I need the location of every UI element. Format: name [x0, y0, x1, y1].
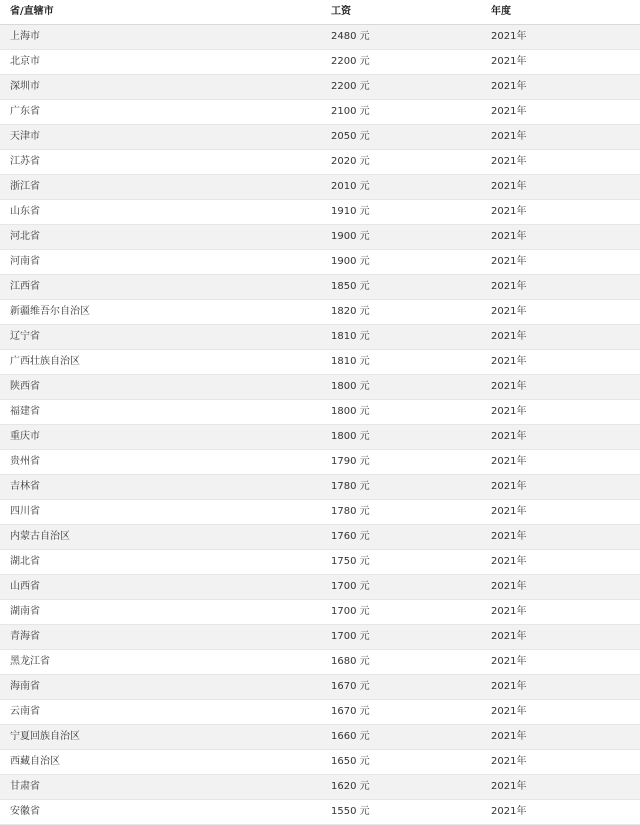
wage-cell: 1750 元 [321, 550, 481, 575]
table-row [0, 600, 640, 625]
table-row [0, 650, 640, 675]
header-row [0, 0, 640, 25]
province-cell: 云南省 [0, 700, 321, 725]
table-body [0, 25, 640, 825]
year-cell: 2021年 [481, 575, 640, 600]
year-cell: 2021年 [481, 450, 640, 475]
table-row [0, 75, 640, 100]
wage-cell: 1800 元 [321, 375, 481, 400]
wage-cell: 2100 元 [321, 100, 481, 125]
province-cell: 甘肃省 [0, 775, 321, 800]
wage-cell: 1780 元 [321, 500, 481, 525]
province-cell: 新疆维吾尔自治区 [0, 300, 321, 325]
year-cell: 2021年 [481, 550, 640, 575]
year-cell: 2021年 [481, 300, 640, 325]
province-cell: 安徽省 [0, 800, 321, 825]
wage-cell: 1680 元 [321, 650, 481, 675]
year-cell: 2021年 [481, 350, 640, 375]
table-row [0, 800, 640, 825]
province-cell: 广西壮族自治区 [0, 350, 321, 375]
table-row [0, 300, 640, 325]
wage-cell: 1900 元 [321, 250, 481, 275]
table-row [0, 450, 640, 475]
wage-cell: 1650 元 [321, 750, 481, 775]
year-cell: 2021年 [481, 175, 640, 200]
table-row [0, 750, 640, 775]
province-cell: 江西省 [0, 275, 321, 300]
year-cell: 2021年 [481, 800, 640, 825]
table-row [0, 550, 640, 575]
year-cell: 2021年 [481, 125, 640, 150]
table-row [0, 100, 640, 125]
wage-cell: 2480 元 [321, 25, 481, 50]
province-cell: 四川省 [0, 500, 321, 525]
province-cell: 内蒙古自治区 [0, 525, 321, 550]
wage-cell: 1810 元 [321, 325, 481, 350]
wage-cell: 1800 元 [321, 425, 481, 450]
year-cell: 2021年 [481, 700, 640, 725]
province-cell: 河北省 [0, 225, 321, 250]
year-cell: 2021年 [481, 775, 640, 800]
wage-cell: 1810 元 [321, 350, 481, 375]
province-cell: 深圳市 [0, 75, 321, 100]
year-cell: 2021年 [481, 50, 640, 75]
table-row [0, 675, 640, 700]
wage-cell: 1700 元 [321, 600, 481, 625]
province-cell: 海南省 [0, 675, 321, 700]
table-row [0, 375, 640, 400]
province-cell: 天津市 [0, 125, 321, 150]
wage-cell: 2020 元 [321, 150, 481, 175]
wage-cell: 1700 元 [321, 625, 481, 650]
table-row [0, 250, 640, 275]
year-cell: 2021年 [481, 600, 640, 625]
table-row [0, 700, 640, 725]
year-cell: 2021年 [481, 500, 640, 525]
wage-cell: 1790 元 [321, 450, 481, 475]
wage-cell: 1900 元 [321, 225, 481, 250]
year-cell: 2021年 [481, 325, 640, 350]
province-cell: 贵州省 [0, 450, 321, 475]
table-header [0, 0, 640, 25]
year-cell: 2021年 [481, 725, 640, 750]
year-cell: 2021年 [481, 250, 640, 275]
province-cell: 湖南省 [0, 600, 321, 625]
wage-cell: 2050 元 [321, 125, 481, 150]
year-cell: 2021年 [481, 275, 640, 300]
province-cell: 北京市 [0, 50, 321, 75]
table-row [0, 175, 640, 200]
table-row [0, 25, 640, 50]
table-row [0, 775, 640, 800]
year-cell: 2021年 [481, 375, 640, 400]
table-row [0, 325, 640, 350]
wage-cell: 1910 元 [321, 200, 481, 225]
wage-cell: 2010 元 [321, 175, 481, 200]
year-cell: 2021年 [481, 425, 640, 450]
wage-cell: 1820 元 [321, 300, 481, 325]
year-cell: 2021年 [481, 475, 640, 500]
province-cell: 陕西省 [0, 375, 321, 400]
header-province: 省/直辖市 [0, 0, 321, 25]
table-row [0, 575, 640, 600]
province-cell: 江苏省 [0, 150, 321, 175]
table-row [0, 525, 640, 550]
table-row [0, 150, 640, 175]
year-cell: 2021年 [481, 200, 640, 225]
table-row [0, 725, 640, 750]
province-cell: 山东省 [0, 200, 321, 225]
province-cell: 西藏自治区 [0, 750, 321, 775]
province-cell: 宁夏回族自治区 [0, 725, 321, 750]
table-row [0, 200, 640, 225]
header-year: 年度 [481, 0, 640, 25]
province-cell: 上海市 [0, 25, 321, 50]
wage-cell: 1800 元 [321, 400, 481, 425]
table-row [0, 350, 640, 375]
province-cell: 湖北省 [0, 550, 321, 575]
year-cell: 2021年 [481, 650, 640, 675]
table-row [0, 50, 640, 75]
province-cell: 浙江省 [0, 175, 321, 200]
year-cell: 2021年 [481, 225, 640, 250]
table-row [0, 125, 640, 150]
year-cell: 2021年 [481, 625, 640, 650]
wage-cell: 1620 元 [321, 775, 481, 800]
wage-cell: 1670 元 [321, 675, 481, 700]
wage-cell: 2200 元 [321, 50, 481, 75]
table-row [0, 225, 640, 250]
province-cell: 重庆市 [0, 425, 321, 450]
province-cell: 山西省 [0, 575, 321, 600]
province-cell: 河南省 [0, 250, 321, 275]
year-cell: 2021年 [481, 675, 640, 700]
table-row [0, 400, 640, 425]
table-row [0, 500, 640, 525]
province-cell: 吉林省 [0, 475, 321, 500]
wage-cell: 1780 元 [321, 475, 481, 500]
province-cell: 青海省 [0, 625, 321, 650]
wage-cell: 1660 元 [321, 725, 481, 750]
table-row [0, 475, 640, 500]
province-cell: 黑龙江省 [0, 650, 321, 675]
province-cell: 辽宁省 [0, 325, 321, 350]
wage-cell: 2200 元 [321, 75, 481, 100]
wage-cell: 1550 元 [321, 800, 481, 825]
year-cell: 2021年 [481, 750, 640, 775]
table-row [0, 625, 640, 650]
wage-cell: 1670 元 [321, 700, 481, 725]
province-cell: 福建省 [0, 400, 321, 425]
province-cell: 广东省 [0, 100, 321, 125]
header-wage: 工资 [321, 0, 481, 25]
year-cell: 2021年 [481, 100, 640, 125]
table-row [0, 275, 640, 300]
year-cell: 2021年 [481, 25, 640, 50]
wage-cell: 1700 元 [321, 575, 481, 600]
year-cell: 2021年 [481, 75, 640, 100]
wage-cell: 1850 元 [321, 275, 481, 300]
year-cell: 2021年 [481, 525, 640, 550]
year-cell: 2021年 [481, 400, 640, 425]
wage-cell: 1760 元 [321, 525, 481, 550]
year-cell: 2021年 [481, 150, 640, 175]
table-row [0, 425, 640, 450]
